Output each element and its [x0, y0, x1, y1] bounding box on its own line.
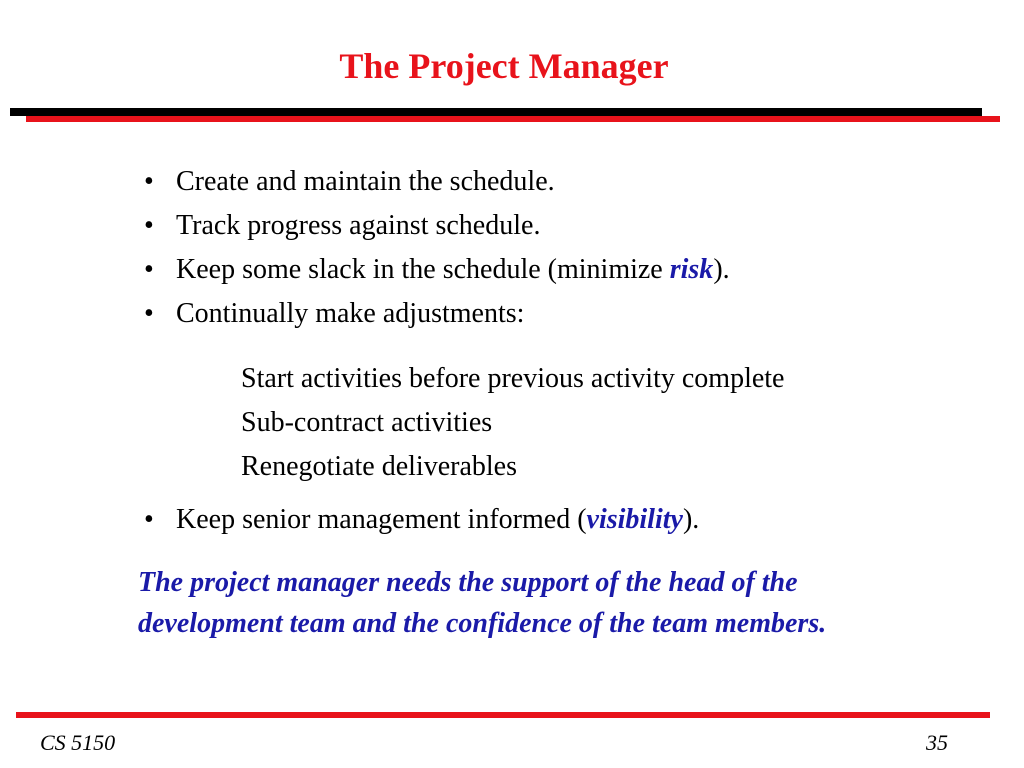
sub-item: Start activities before previous activity complete	[241, 363, 785, 394]
bullet-item	[144, 292, 730, 336]
bullet-text: Continually make adjustments:	[176, 298, 525, 329]
adjustments-sublist	[241, 357, 784, 489]
bullet-item	[144, 248, 730, 292]
page-number: 35	[926, 730, 948, 755]
course-label: CS 5150	[40, 730, 116, 755]
summary-note: The project manager needs the support of the head of the development team and the confidence of the team members.	[138, 567, 827, 639]
bullet-item	[144, 204, 730, 248]
bullet-marker: •	[144, 254, 154, 285]
bullet-marker: •	[144, 504, 154, 535]
sub-item: Renegotiate deliverables	[241, 451, 517, 482]
bullet-item	[144, 498, 699, 542]
title-divider-red	[26, 116, 1000, 122]
bullet-marker: •	[144, 166, 154, 197]
bullet-text-before: Keep senior management informed (	[176, 504, 587, 535]
emphasis-visibility: visibility	[586, 504, 683, 535]
sub-item: Sub-contract activities	[241, 407, 493, 438]
bullet-list-continued	[144, 498, 699, 542]
bullet-text-before: Keep some slack in the schedule (minimize	[176, 254, 670, 285]
bullet-item	[144, 160, 730, 204]
bullet-text-after: ).	[682, 504, 700, 535]
title-divider-black	[10, 108, 982, 116]
footer-divider-red	[16, 712, 990, 718]
bullet-marker: •	[144, 210, 154, 241]
bullet-marker: •	[144, 298, 154, 329]
bullet-text: Create and maintain the schedule.	[176, 166, 555, 197]
slide-title: The Project Manager	[339, 46, 669, 86]
bullet-text: Track progress against schedule.	[176, 210, 541, 241]
emphasis-risk: risk	[669, 254, 714, 285]
bullet-text-after: ).	[713, 254, 730, 285]
bullet-list	[144, 160, 730, 336]
